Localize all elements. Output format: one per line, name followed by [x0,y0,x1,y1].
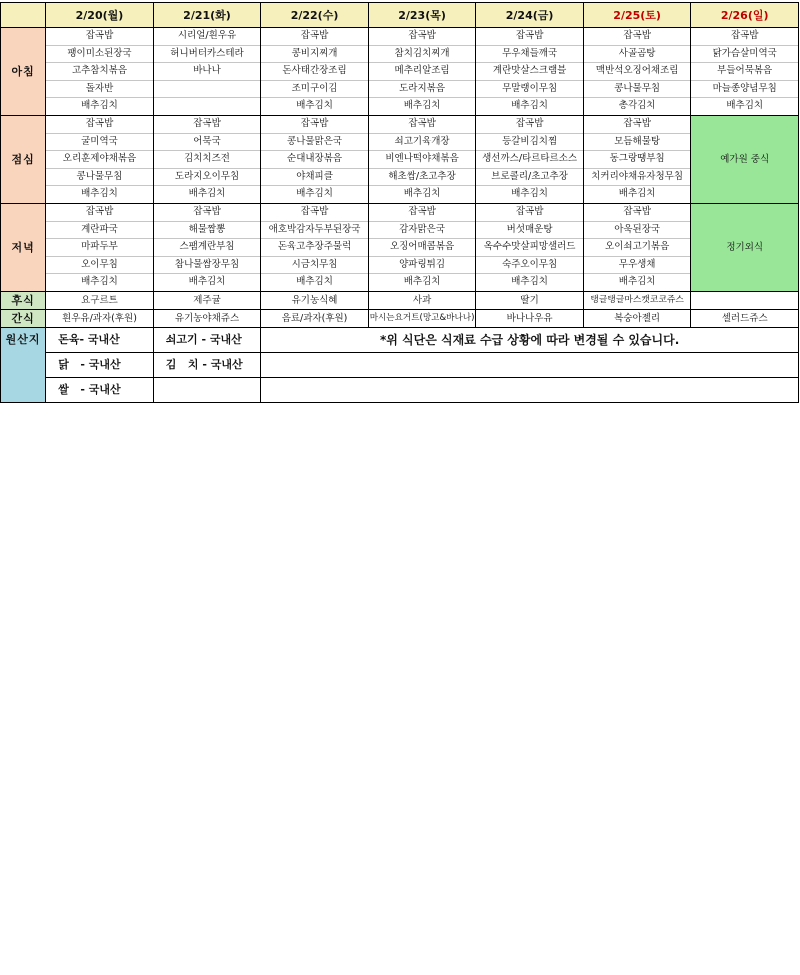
menu-item: 스팸계란부침 [154,239,261,257]
menu-item: 배추김치 [618,276,656,288]
menu-item: 동그랑땡부침 [584,151,691,169]
menu-item: 콩나물맑은국 [261,134,368,152]
meal-cell [153,115,261,203]
origin-row-1 [1,327,799,352]
meal-label-dinner: 저녁 [1,203,46,291]
menu-item: 도라지오이무침 [154,169,261,187]
date-header: 2/21(화) [153,3,261,28]
menu-item: 마늘종양념무침 [691,81,798,99]
dessert-row [1,291,799,309]
meal-cell [583,115,691,203]
menu-item: 잡곡밥 [154,204,261,222]
menu-item: 바나나 [154,63,261,81]
menu-item: 잡곡밥 [476,204,583,222]
origin-blank [153,377,261,402]
menu-item: 굴미역국 [46,134,153,152]
menu-item: 옥수수맛살피망샐러드 [476,239,583,257]
dessert-cell: 사과 [368,291,476,309]
menu-item: 팽이미소된장국 [46,46,153,64]
meal-cell [261,28,369,116]
date-header: 2/20(월) [46,3,154,28]
menu-item: 오이무침 [46,257,153,275]
menu-item: 오징어매콤볶음 [369,239,476,257]
menu-item: 배추김치 [403,276,441,288]
menu-item: 배추김치 [511,188,548,200]
menu-item: 도라지볶음 [369,81,476,99]
menu-item: 무우채들깨국 [476,46,583,64]
meal-cell [153,203,261,291]
dessert-cell: 딸기 [476,291,584,309]
menu-item: 잡곡밥 [46,204,153,222]
menu-item: 고추참치볶음 [46,63,153,81]
menu-item: 부들어묵볶음 [691,63,798,81]
menu-item: 돌자반 [46,81,153,99]
notice-blank [261,352,799,377]
menu-item: 배추김치 [296,276,333,288]
menu-item: 잡곡밥 [476,28,583,46]
date-header-row [1,3,799,28]
menu-item: 잡곡밥 [584,204,691,222]
date-header: 2/24(금) [476,3,584,28]
menu-item [154,98,261,115]
snack-cell: 셀러드쥬스 [691,309,799,327]
origin-item: 닭 - 국내산 [46,352,154,377]
header-corner [1,3,46,28]
menu-item: 잡곡밥 [261,204,368,222]
menu-item: 허니버터카스테라 [154,46,261,64]
meal-label-dessert: 후식 [1,291,46,309]
date-header-weekend: 2/25(토) [583,3,691,28]
menu-item: 무우생채 [584,257,691,275]
origin-item: 김 치 - 국내산 [153,352,261,377]
menu-item: 잡곡밥 [261,28,368,46]
meal-cell [368,203,476,291]
meal-cell [476,115,584,203]
dinner-row [1,203,799,291]
origin-row-3 [1,377,799,402]
menu-item: 잡곡밥 [46,28,153,46]
menu-item: 콩나물무침 [46,169,153,187]
menu-item: 콩비지찌개 [261,46,368,64]
menu-item: 잡곡밥 [46,116,153,134]
menu-item: 오이쇠고기볶음 [584,239,691,257]
menu-item: 야채피클 [261,169,368,187]
menu-item: 콩나물무침 [584,81,691,99]
menu-item: 조미구이김 [261,81,368,99]
menu-item: 계란맛살스크램블 [476,63,583,81]
menu-item: 배추김치 [511,100,548,112]
origin-item: 쇠고기 - 국내산 [153,327,261,352]
menu-item: 김치치즈전 [154,151,261,169]
weekly-menu-table [0,2,799,403]
menu-item: 돈육고추장주물럭 [261,239,368,257]
menu-item: 사골곰탕 [584,46,691,64]
meal-cell [261,203,369,291]
meal-cell [261,115,369,203]
dessert-cell: 제주귤 [153,291,261,309]
dessert-cell: 유기농식혜 [261,291,369,309]
meal-cell [368,115,476,203]
menu-item: 해초쌈/초고추장 [369,169,476,187]
meal-cell [476,203,584,291]
origin-row-2 [1,352,799,377]
menu-item: 배추김치 [81,188,118,200]
menu-item: 참나물쌈장무침 [154,257,261,275]
notice-blank [261,377,799,402]
menu-item: 잡곡밥 [261,116,368,134]
menu-item: 잡곡밥 [691,28,798,46]
special-meal-cell: 예가원 중식 [691,115,799,203]
meal-label-lunch: 점심 [1,115,46,203]
menu-item: 치커리야채유자청무침 [584,169,691,187]
meal-cell [583,28,691,116]
menu-item: 숙주오이무침 [476,257,583,275]
menu-item: 생선까스/타르타르소스 [476,151,583,169]
menu-item [154,81,261,99]
menu-item: 배추김치 [726,100,764,112]
menu-item: 버섯매운탕 [476,222,583,240]
menu-item: 배추김치 [511,276,548,288]
menu-item: 모듬해물탕 [584,134,691,152]
breakfast-row [1,28,799,116]
menu-item: 배추김치 [81,100,118,112]
menu-item: 쇠고기육개장 [369,134,476,152]
meal-cell [46,115,154,203]
menu-item: 시금치무침 [261,257,368,275]
menu-item: 배추김치 [403,188,441,200]
special-meal-cell: 정기외식 [691,203,799,291]
menu-item: 순대내장볶음 [261,151,368,169]
menu-item: 배추김치 [403,100,441,112]
meal-cell [368,28,476,116]
menu-item: 잡곡밥 [476,116,583,134]
menu-item: 비엔나떡야채볶음 [369,151,476,169]
snack-cell: 음료/과자(후원) [261,309,369,327]
menu-change-notice: *위 식단은 식재료 수급 상황에 따라 변경될 수 있습니다. [261,327,799,352]
menu-item: 애호박감자두부된장국 [261,222,368,240]
menu-item: 오리훈제야채볶음 [46,151,153,169]
menu-item: 잡곡밥 [369,28,476,46]
meal-cell [583,203,691,291]
menu-item: 배추김치 [188,276,226,288]
date-header: 2/23(목) [368,3,476,28]
menu-item: 계란파국 [46,222,153,240]
snack-cell: 마시는요거트(망고&바나나) [368,309,476,327]
snack-cell: 흰우유/과자(후원) [46,309,154,327]
dessert-cell: 요구르트 [46,291,154,309]
dessert-cell [691,291,799,309]
menu-item: 등갈비김치찜 [476,134,583,152]
menu-item: 마파두부 [46,239,153,257]
menu-item: 시리얼/흰우유 [154,28,261,46]
menu-item: 양파링튀김 [369,257,476,275]
origin-item: 돈육- 국내산 [46,327,154,352]
snack-cell: 유기농야채쥬스 [153,309,261,327]
meal-cell [153,28,261,116]
menu-item: 잡곡밥 [369,116,476,134]
lunch-row [1,115,799,203]
snack-cell: 바나나우유 [476,309,584,327]
menu-item: 총각김치 [618,100,656,112]
menu-item: 무말랭이무침 [476,81,583,99]
date-header-weekend: 2/26(일) [691,3,799,28]
menu-item: 닭가슴살미역국 [691,46,798,64]
menu-item: 감자맑은국 [369,222,476,240]
menu-item: 아욱된장국 [584,222,691,240]
menu-item: 어묵국 [154,134,261,152]
meal-cell [46,28,154,116]
meal-cell [691,28,799,116]
menu-item: 배추김치 [296,100,333,112]
origin-item: 쌀 - 국내산 [46,377,154,402]
meal-cell [476,28,584,116]
menu-item: 배추김치 [188,188,226,200]
menu-item: 배추김치 [618,188,656,200]
meal-label-breakfast: 아침 [1,28,46,116]
menu-item: 잡곡밥 [584,116,691,134]
meal-label-snack: 간식 [1,309,46,327]
menu-item: 메추리알조림 [369,63,476,81]
menu-item: 돈사태간장조림 [261,63,368,81]
menu-item: 브로콜리/초고추장 [476,169,583,187]
menu-item: 배추김치 [296,188,333,200]
meal-cell [46,203,154,291]
menu-item: 잡곡밥 [154,116,261,134]
menu-item: 배추김치 [81,276,118,288]
menu-item: 잡곡밥 [584,28,691,46]
menu-item: 참치김치찌개 [369,46,476,64]
menu-item: 잡곡밥 [369,204,476,222]
dessert-cell: 탱글탱글마스캣코코쥬스 [583,291,691,309]
date-header: 2/22(수) [261,3,369,28]
snack-cell: 복숭아젤리 [583,309,691,327]
menu-item: 맥반석오징어채조림 [584,63,691,81]
snack-row [1,309,799,327]
origin-label: 원산지 [1,327,46,402]
menu-item: 해물짬뽕 [154,222,261,240]
